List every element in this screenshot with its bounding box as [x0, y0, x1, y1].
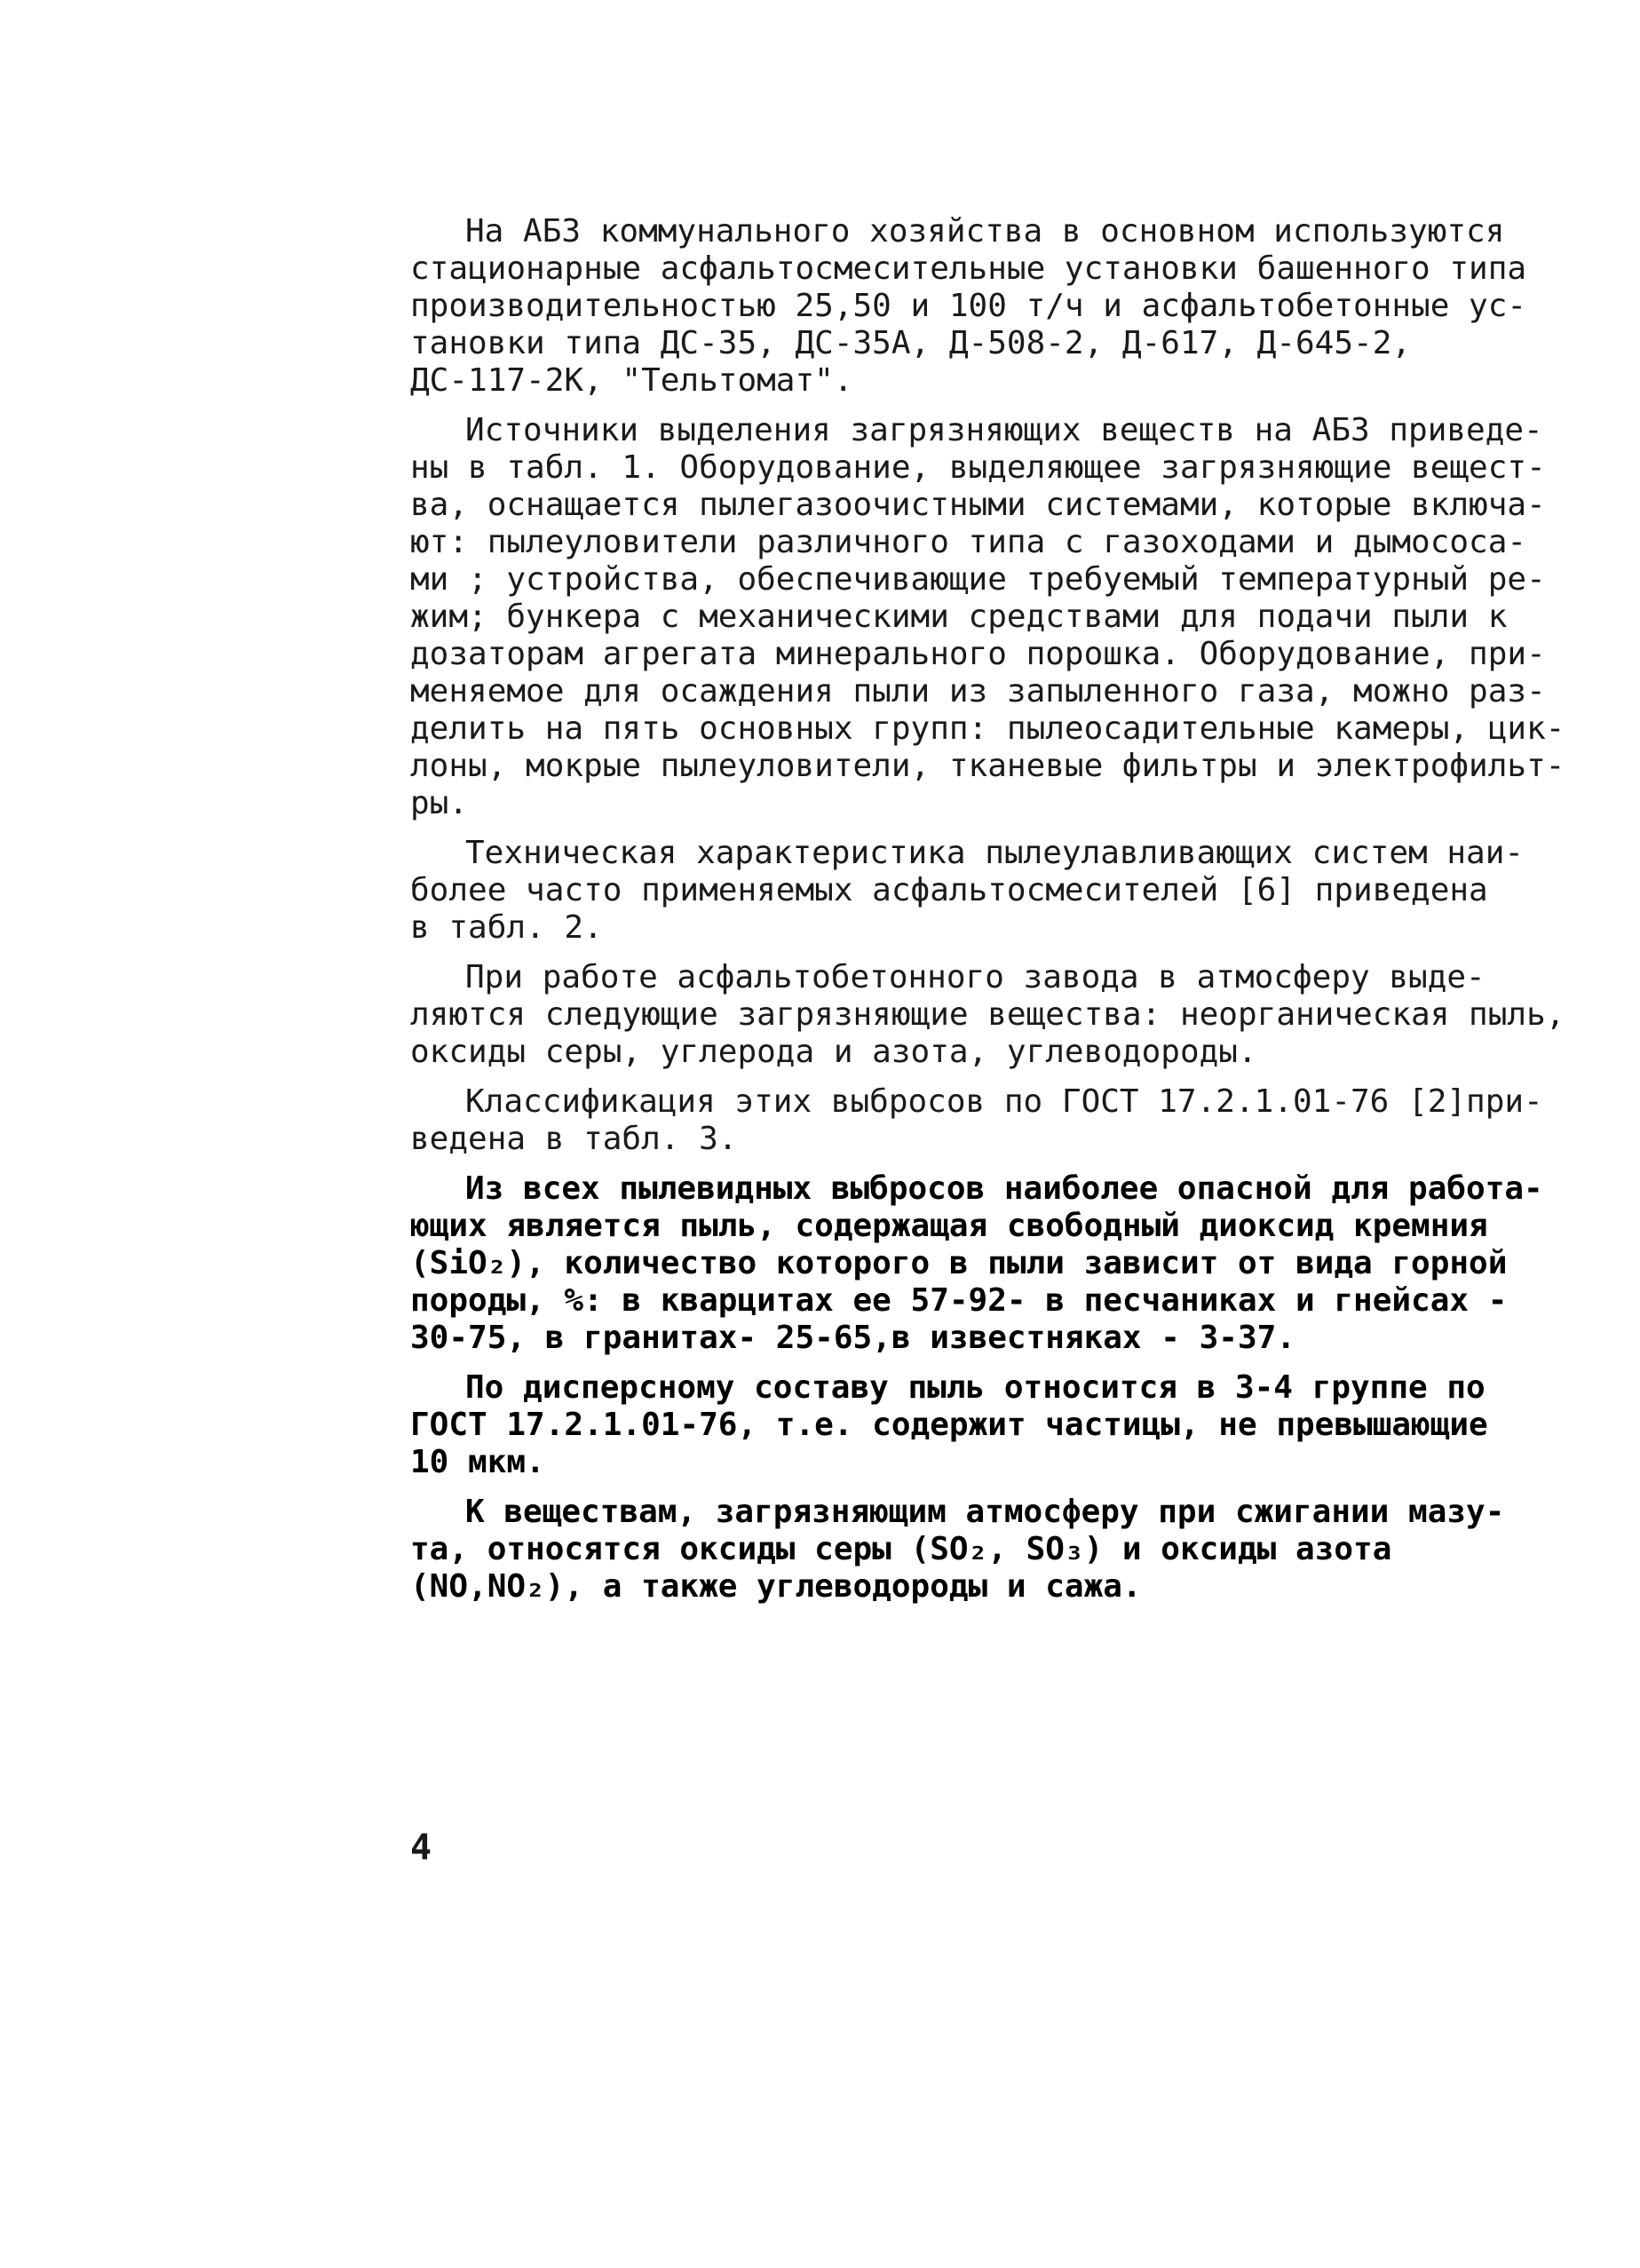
text-line: стационарные асфальтосмесительные установки башенного типа: [410, 250, 1527, 287]
text-line: ющих является пыль, содержащая свободный диоксид кремния: [410, 1208, 1488, 1244]
text-line: ведена в табл. 3.: [410, 1121, 738, 1157]
text-line: дозаторам агрегата минерального порошка. Оборудование, при-: [410, 636, 1546, 672]
text-line: оксиды серы, углерода и азота, углеводороды.: [410, 1034, 1257, 1070]
text-line: К веществам, загрязняющим атмосферу при сжигании мазу-: [465, 1494, 1505, 1530]
text-line: производительностью 25,50 и 100 т/ч и асфальтобетонные ус-: [410, 288, 1527, 324]
text-line: (SiO₂), количество которого в пыли зависит от вида горной: [410, 1245, 1508, 1281]
text-line: в табл. 2.: [410, 909, 603, 946]
text-line: Классификация этих выбросов по ГОСТ 17.2.1.01-76 [2]при-: [465, 1083, 1543, 1120]
document-body: [410, 213, 1565, 1606]
text-line: жим; бункера с механическими средствами для подачи пыли к: [410, 599, 1508, 635]
text-line: Источники выделения загрязняющих веществ на АБЗ приведе-: [465, 412, 1543, 448]
text-line: меняемое для осаждения пыли из запыленного газа, можно раз-: [410, 673, 1546, 710]
text-line: ры.: [410, 785, 469, 821]
paragraph-5: [410, 1083, 1543, 1158]
text-line: ГОСТ 17.2.1.01-76, т.е. содержит частицы, не превышающие: [410, 1407, 1488, 1443]
text-line: ми ; устройства, обеспечивающие требуемый температурный ре-: [410, 561, 1546, 598]
page-number: 4: [410, 1828, 432, 1868]
text-line: Техническая характеристика пылеулавливающих систем наи-: [465, 835, 1525, 871]
text-line: ДС-117-2К, "Тельтомат".: [410, 362, 853, 399]
paragraph-3: [410, 835, 1525, 947]
text-line: более часто применяемых асфальтосмесителей [6] приведена: [410, 872, 1488, 908]
text-line: делить на пять основных групп: пылеосадительные камеры, цик-: [410, 710, 1565, 747]
text-line: тановки типа ДС-35, ДС-35А, Д-508-2, Д-617, Д-645-2,: [410, 325, 1412, 361]
text-line: 30-75, в гранитах- 25-65,в известняках - 3-37.: [410, 1320, 1295, 1356]
text-line: ва, оснащается пылегазоочистными системами, которые включа-: [410, 487, 1546, 523]
paragraph-6: [410, 1170, 1543, 1357]
paragraph-1: [410, 213, 1527, 400]
text-line: По дисперсному составу пыль относится в 3-4 группе по: [465, 1369, 1486, 1406]
text-line: породы, %: в кварцитах ее 57-92- в песчаниках и гнейсах -: [410, 1282, 1508, 1319]
text-line: ляются следующие загрязняющие вещества: неорганическая пыль,: [410, 996, 1565, 1033]
text-line: ют: пылеуловители различного типа с газоходами и дымососа-: [410, 524, 1527, 560]
text-line: лоны, мокрые пылеуловители, тканевые фильтры и электрофильт-: [410, 748, 1565, 784]
paragraph-8: [410, 1494, 1511, 1606]
paragraph-2: [410, 412, 1565, 822]
text-line: 10 мкм.: [410, 1444, 545, 1480]
text-line: та, относятся оксиды серы (SO₂, SO₃) и оксиды азота: [410, 1531, 1392, 1567]
text-line: (NO,NO₂), а также углеводороды и сажа.: [410, 1568, 1142, 1605]
paragraph-4: [410, 959, 1565, 1071]
text-line: ны в табл. 1. Оборудование, выделяющее загрязняющие вещест-: [410, 449, 1546, 486]
text-line: Из всех пылевидных выбросов наиболее опасной для работа-: [465, 1170, 1543, 1207]
text-line: При работе асфальтобетонного завода в атмосферу выде-: [465, 959, 1486, 995]
text-line: На АБЗ коммунального хозяйства в основном используются: [465, 213, 1505, 250]
paragraph-7: [410, 1369, 1511, 1481]
